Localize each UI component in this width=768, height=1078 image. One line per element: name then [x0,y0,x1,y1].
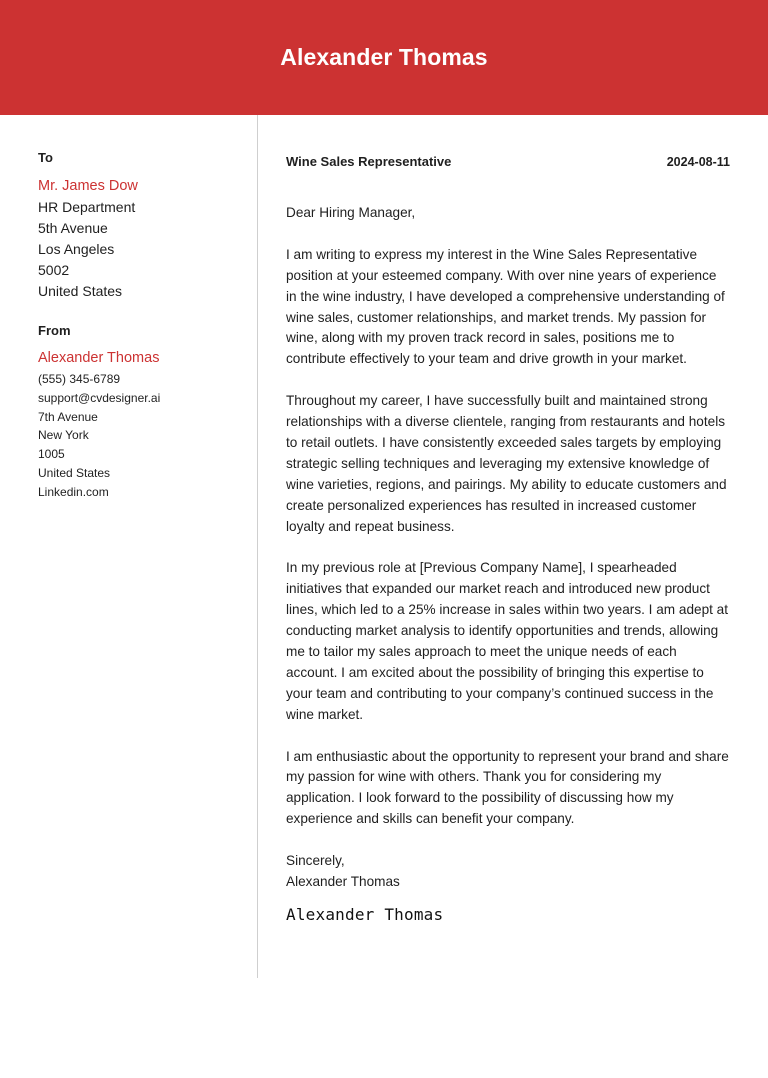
letter-subject: Wine Sales Representative [286,154,452,169]
sender-line: 1005 [38,447,65,462]
recipient-line: United States [38,283,123,299]
sender-line: United States [38,465,111,480]
column-divider [257,115,258,978]
closing-name: Alexander Thomas [286,873,400,889]
subject-row [286,154,730,172]
sender-linkedin: Linkedin.com [38,484,109,499]
recipient-line: 5th Avenue [38,220,108,236]
closing-block [286,851,730,893]
recipient-address [38,197,243,302]
header-banner [0,0,768,115]
recipient-line: Los Angeles [38,241,115,257]
recipient-line: 5002 [38,262,70,278]
from-label: From [38,323,71,338]
paragraph: I am enthusiastic about the opportunity to represent your brand and share my passion for wine with others. Thank you for considering my application. I look forward to the possibility of discussing how my experience and skills can benefit your company. [286,748,729,827]
signature: Alexander Thomas [286,904,444,924]
to-label: To [38,150,53,165]
letter-body [286,203,730,830]
letter-column [286,154,730,924]
sender-phone: (555) 345-6789 [38,372,121,386]
paragraph: In my previous role at [Previous Company Name], I spearheaded initiatives that expanded our market reach and introduced new product lines, which led to a 25% increase in sales within two years. I am adept at conducting market analysis to identify opportunities and trends, allowing me to tailor my sales approach to meet the unique needs of each account. I am excited about the possibility of bringing this expertise to your team and contributing to your company’s continued success in the wine market. [286,560,729,722]
applicant-name-title: Alexander Thomas [280,44,488,70]
paragraph: Throughout my career, I have successfully built and maintained strong relationships with a diverse clientele, ranging from restaurants and hotels to retail outlets. I have consistently exceeded sales targets by employing strategic selling techniques and leveraging my extensive knowledge of wine varieties, regions, and pairings. My ability to educate customers and create personalized experiences has resulted in increased customer loyalty and repeat business. [286,393,727,534]
letter-date: 2024-08-11 [666,155,730,169]
sender-line: New York [38,428,89,443]
paragraph: I am writing to express my interest in the Wine Sales Representative position at your esteemed company. With over nine years of experience in the wine industry, I have developed a comprehensive understanding of wine sales, customer relationships, and market trends. My passion for wine, along with my proven track record in sales, positions me to contribute effectively to your team and drive growth in your market. [286,246,725,367]
sender-name: Alexander Thomas [38,350,160,366]
address-column [38,150,243,502]
sender-line: 7th Avenue [38,409,98,424]
closing-phrase: Sincerely, [286,853,345,869]
greeting: Dear Hiring Manager, [286,205,416,220]
sender-contact [38,370,243,502]
recipient-name: Mr. James Dow [38,178,138,194]
sender-email: support@cvdesigner.ai [38,390,161,405]
recipient-line: HR Department [38,199,136,215]
